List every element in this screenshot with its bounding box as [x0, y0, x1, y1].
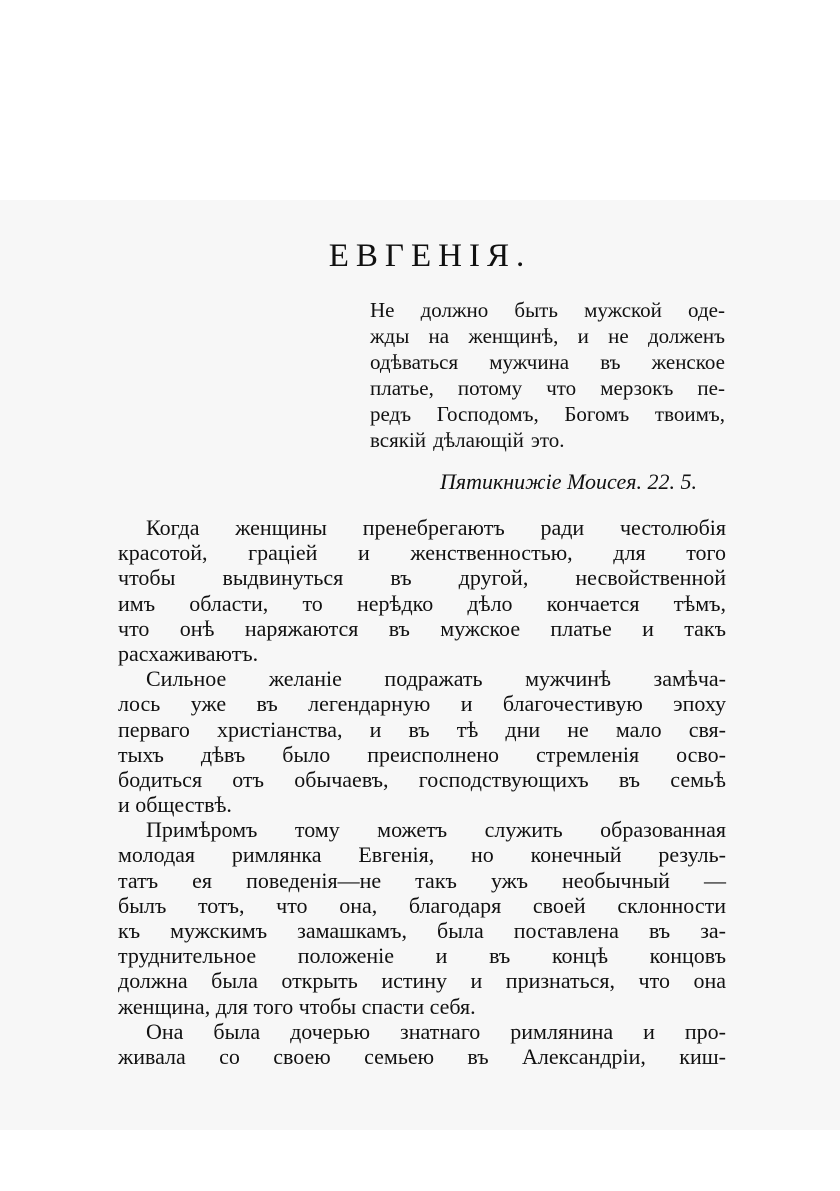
epigraph-word: жды [370, 324, 410, 348]
text-line: и обществѣ. [118, 792, 232, 818]
epigraph [370, 297, 725, 495]
epigraph-word: это. [530, 428, 565, 452]
text-line: красотой, граціей и женственностью, для того [118, 540, 726, 566]
text-line: Сильное желаніе подражать мужчинѣ замѣча- [146, 666, 726, 692]
paragraph [118, 666, 726, 817]
epigraph-line [370, 323, 725, 349]
epigraph-word: потому [457, 376, 523, 400]
epigraph-word: твоимъ, [654, 402, 725, 426]
epigraph-word: платье, [370, 376, 434, 400]
epigraph-line [370, 401, 725, 427]
text-line: живала со своею семьею въ Александріи, киш- [118, 1043, 726, 1069]
epigraph-line [370, 427, 725, 453]
text-line: расхаживаютъ. [118, 640, 259, 666]
text-line: перваго христіанства, и въ тѣ дни не мало свя- [118, 716, 726, 742]
text-line: что онѣ наряжаются въ мужское платье и такъ [118, 615, 726, 641]
epigraph-word: одѣваться [370, 350, 459, 374]
epigraph-word: дѣлающій [433, 428, 524, 452]
epigraph-word: мужской [584, 298, 662, 322]
text-line: лось уже въ легендарную и благочестивую эпоху [118, 691, 726, 717]
text-line: Она была дочерью знатнаго римлянина и про- [146, 1018, 726, 1044]
epigraph-word: редъ [370, 402, 412, 426]
epigraph-word: что [546, 376, 577, 400]
epigraph-word: мужчина [489, 350, 570, 374]
text-line: женщина, для того чтобы спасти себя. [118, 993, 476, 1019]
epigraph-word: мерзокъ [600, 376, 674, 400]
epigraph-word: на [428, 324, 450, 348]
text-line: чтобы выдвинуться въ другой, несвойственной [118, 565, 726, 591]
paragraph [118, 817, 726, 1019]
text-line: имъ области, то нерѣдко дѣло кончается тѣмъ, [118, 590, 726, 616]
epigraph-line [370, 375, 725, 401]
epigraph-word: пе- [697, 376, 725, 400]
text-line: тыхъ дѣвъ было преисполнено стремленія осво- [118, 741, 726, 767]
epigraph-word: и [577, 324, 589, 348]
epigraph-line [370, 297, 725, 323]
epigraph-word: долженъ [647, 324, 725, 348]
epigraph-word: Богомъ [564, 402, 630, 426]
chapter-title: ЕВГЕНІЯ. [328, 238, 532, 274]
text-line: Примѣромъ тому можетъ служить образованная [146, 817, 726, 843]
epigraph-word: оде- [688, 298, 725, 322]
paragraph [118, 1019, 726, 1069]
epigraph-word: Господомъ, [436, 402, 539, 426]
text-line: къ мужскимъ замашкамъ, была поставлена въ за- [118, 918, 726, 943]
paragraph [118, 515, 726, 666]
text-line: Когда женщины пренебрегаютъ ради честолюбія [146, 515, 726, 540]
text-line: татъ ея поведенія—не такъ ужъ необычный — [118, 867, 726, 893]
text-line: молодая римлянка Евгенія, но конечный резуль- [118, 842, 726, 868]
epigraph-line [370, 349, 725, 375]
text-line: труднительное положеніе и въ концѣ концовъ [118, 943, 726, 969]
epigraph-word: всякій [370, 428, 427, 452]
epigraph-word: не [608, 324, 629, 348]
text-line: былъ тотъ, что она, благодаря своей склонности [118, 892, 726, 918]
epigraph-word: женское [651, 350, 725, 374]
epigraph-source: Пятикнижіе Моисея. 22. 5. [439, 469, 697, 494]
text-line: бодиться отъ обычаевъ, господствующихъ въ семьѣ [118, 766, 726, 792]
epigraph-word: въ [600, 350, 621, 374]
epigraph-word: должно [420, 298, 489, 322]
body-text [118, 515, 726, 1069]
epigraph-word: женщинѣ, [468, 324, 559, 348]
text-line: должна была открыть истину и признаться, что она [118, 968, 726, 994]
epigraph-word: быть [514, 298, 558, 322]
epigraph-word: Не [370, 298, 395, 322]
